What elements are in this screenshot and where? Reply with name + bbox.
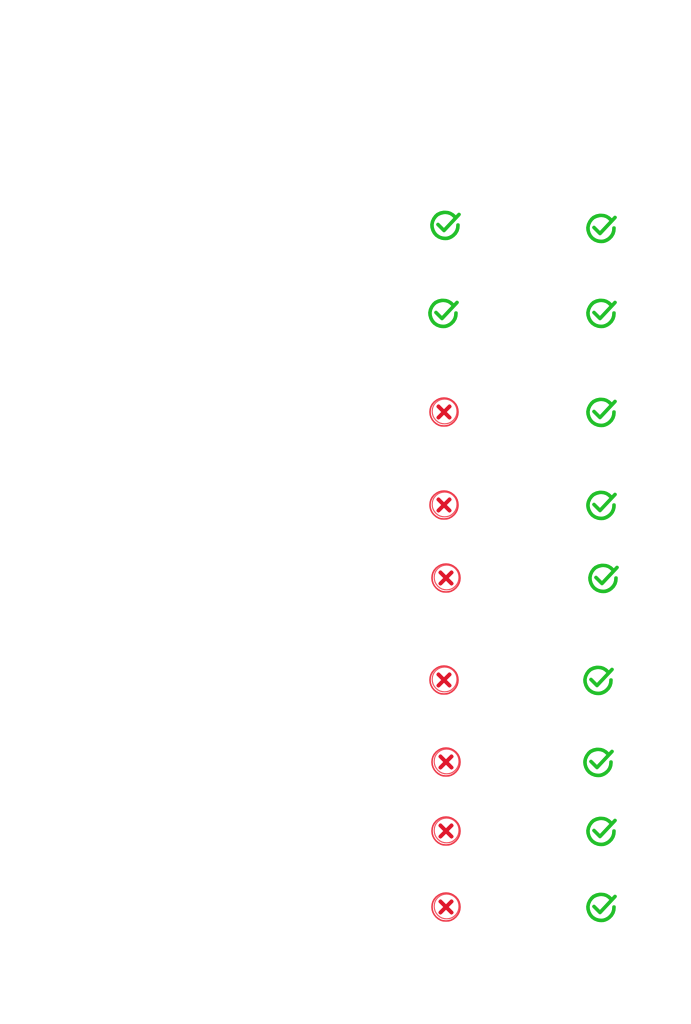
check-icon [581,663,615,697]
cross-icon [427,395,461,429]
check-icon [581,745,615,779]
cross-icon [429,561,463,595]
check-icon [584,296,618,330]
cross-icon [429,890,463,924]
cross-icon [427,663,461,697]
cross-icon [429,814,463,848]
check-icon [584,395,618,429]
check-icon [584,890,618,924]
check-icon [428,208,462,242]
cross-icon [429,745,463,779]
check-icon [586,561,620,595]
check-icon [584,211,618,245]
check-icon [584,814,618,848]
check-icon [426,296,460,330]
check-icon [584,488,618,522]
cross-icon [427,488,461,522]
